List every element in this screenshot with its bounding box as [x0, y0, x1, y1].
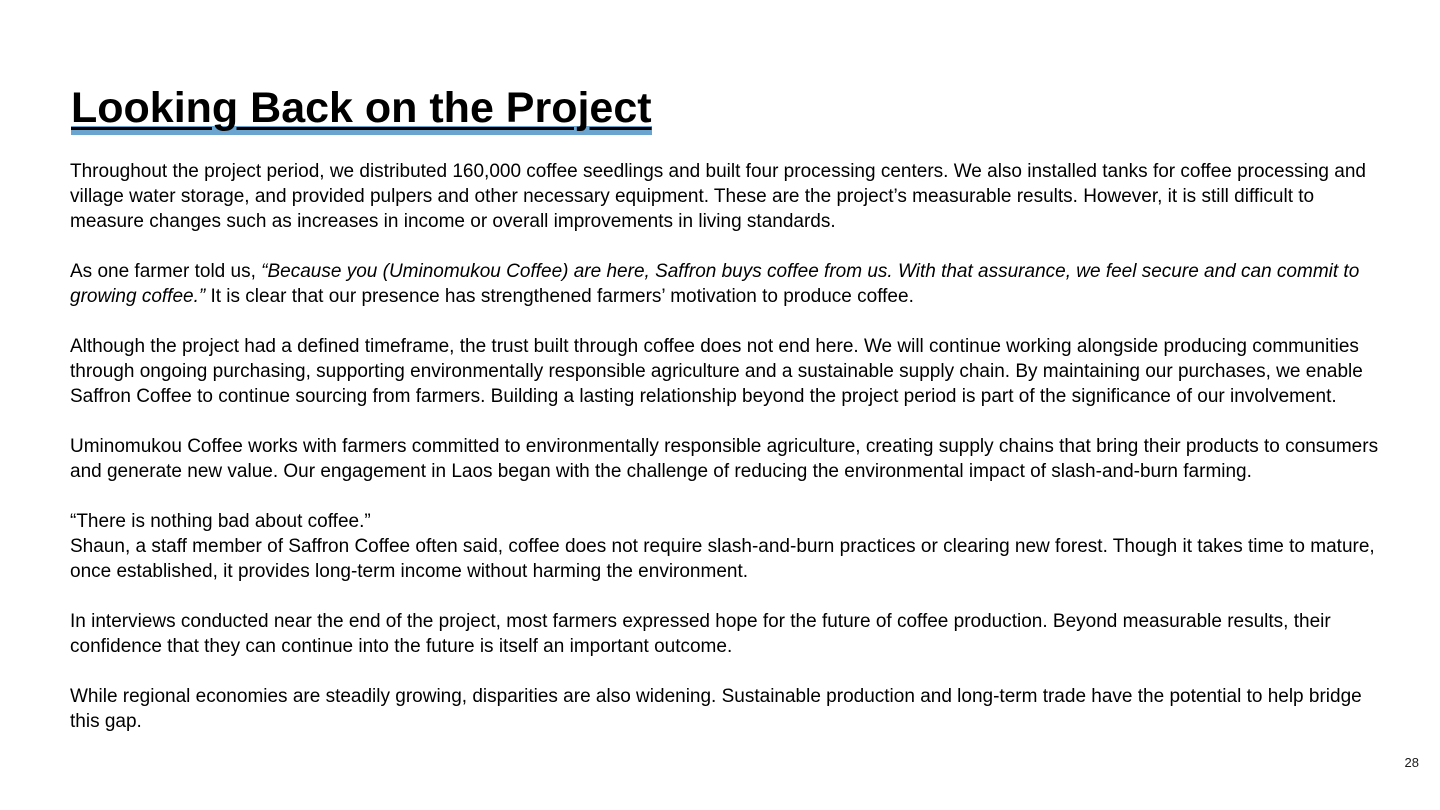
farmer-quote-text: “Because you (Uminomukou Coffee) are here, Saffron buys coffee from us. With that assurance, we feel secure and can commit to growing coffee.”: [70, 261, 1360, 307]
coffee-quote-line: “There is nothing bad about coffee.”: [70, 511, 371, 532]
paragraph-company-mission: Uminomukou Coffee works with farmers committed to environmentally responsible agriculture, creating supply chains that bring their products to consumers and generate new value. Our engagement in Laos began with the challenge of reducing the environmental impact of slash-and-burn farming.: [70, 436, 1379, 482]
slide-body: [70, 159, 1392, 734]
farmer-quote-lead-in: As one farmer told us,: [70, 261, 262, 282]
page-title: [71, 86, 652, 135]
paragraph-results: Throughout the project period, we distributed 160,000 coffee seedlings and built four processing centers. We also installed tanks for coffee processing and village water storage, and provided pulpers and other necessary equipment. These are the project’s measurable results. However, it is still difficult to measure changes such as increases in income or overall improvements in living standards.: [70, 161, 1366, 232]
farmer-quote-follow-up: It is clear that our presence has strengthened farmers’ motivation to produce coffee.: [210, 286, 914, 307]
page-title-text: Looking Back on the Project: [71, 84, 652, 132]
page-number: 28: [1404, 755, 1419, 770]
paragraph-farmer-quote: [70, 259, 1392, 309]
coffee-quote-explanation: Shaun, a staff member of Saffron Coffee often said, coffee does not require slash-and-burn practices or clearing new forest. Though it takes time to mature, once established, it provides long-term income without harming the environment.: [70, 536, 1375, 582]
paragraph-interviews: In interviews conducted near the end of the project, most farmers expressed hope for the future of coffee production. Beyond measurable results, their confidence that they can continue into the future is itself an important outcome.: [70, 611, 1331, 657]
paragraph-disparities: While regional economies are steadily growing, disparities are also widening. Sustainable production and long-term trade have the potential to help bridge this gap.: [70, 686, 1362, 732]
paragraph-coffee-quote: [70, 509, 1392, 584]
paragraph-continuing-trust: Although the project had a defined timeframe, the trust built through coffee does not end here. We will continue working alongside producing communities through ongoing purchasing, supporting environmentally responsible agriculture and a sustainable supply chain. By maintaining our purchases, we enable Saffron Coffee to continue sourcing from farmers. Building a lasting relationship beyond the project period is part of the significance of our involvement.: [70, 336, 1363, 407]
